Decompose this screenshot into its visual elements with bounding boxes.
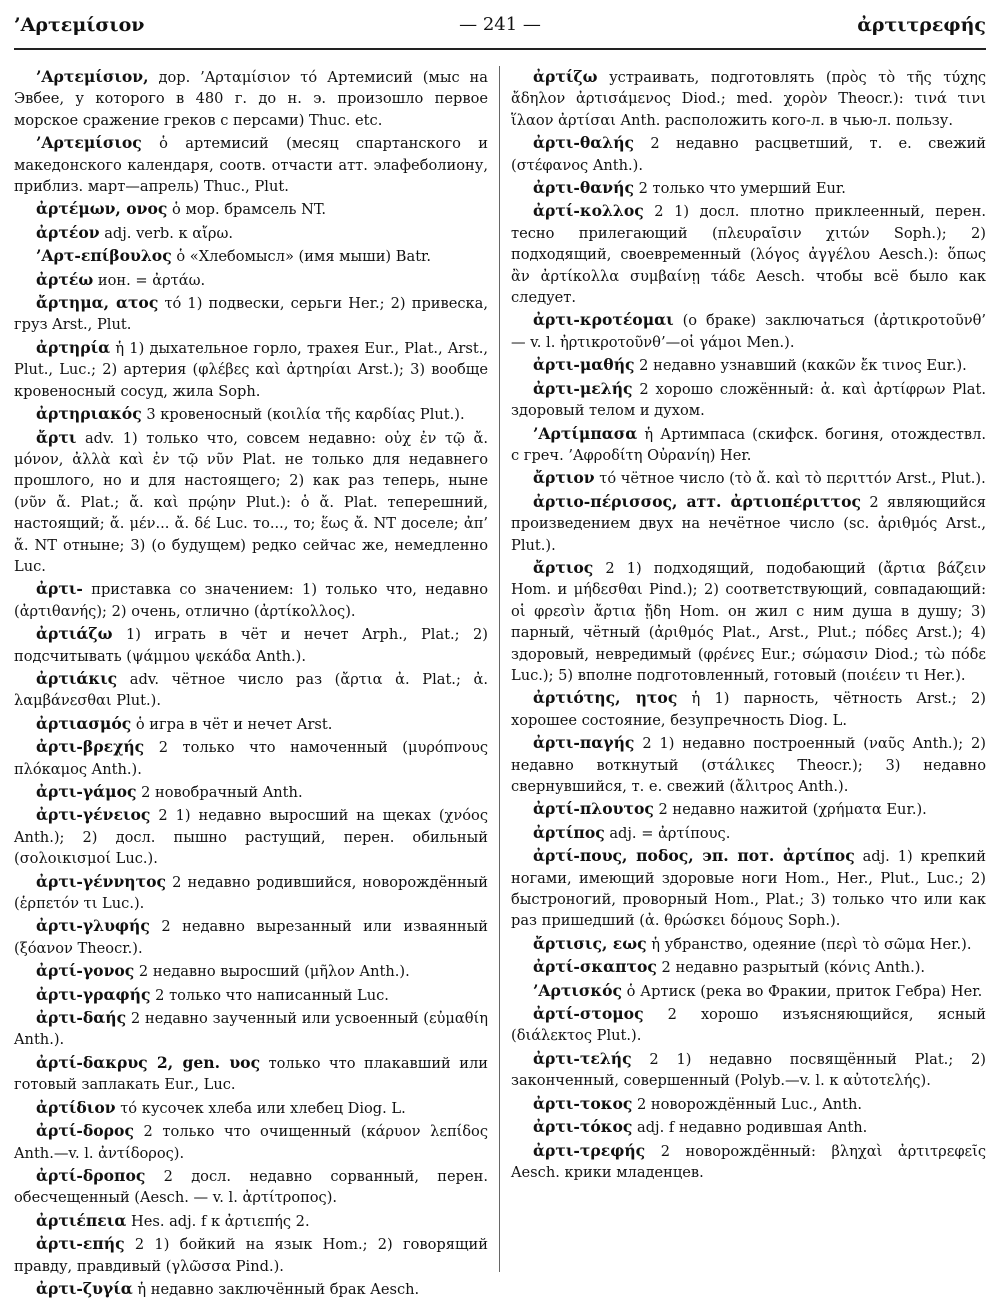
entry-definition: (о браке) заключаться (ἀρτικροτοῦνθ’ — v. l. ἠρτικροτοῦνθ’—οἱ γάμοι Men.).: [511, 312, 986, 351]
entry-definition: 2 новорождённый: βληχαὶ ἀρτιτρεφεῖς Aesch. крики младенцев.: [511, 1142, 986, 1181]
dictionary-entry: [14, 668, 488, 712]
entry-definition: ὁ «Хлебомысл» (имя мыши) Batr.: [171, 248, 432, 266]
entry-headword: ἀρτιάκις: [36, 668, 118, 688]
entry-definition: 2 хорошо сложённый: ἀ. καὶ ἀρτίφρων Plat. здоровый телом и духом.: [511, 380, 986, 420]
dictionary-entry: [14, 1210, 488, 1232]
entry-definition: ἡ Артимпаса (скифск. богиня, отождествл. с греч. ’Αφροδίτη Οὐρανίη) Her.: [511, 425, 986, 464]
entry-definition: устраивать, подготовлять (πρὸς τὸ τῆς τύχης ἄδηλον ἀρτισάμενος Diod.; med. χορὸν Theocr.): τινά τινι ἵλαον ἀρτίσαι Anth. расположить кого-л. в чью-л. пользу.: [511, 69, 986, 129]
entry-definition: ὁ игра в чёт и нечет Arst.: [131, 715, 333, 733]
entry-definition: 2 только что умерший Eur.: [633, 180, 846, 198]
dictionary-entry: [511, 732, 986, 797]
dictionary-entry: [14, 713, 488, 735]
dictionary-entry: [14, 269, 488, 291]
dictionary-entry: [14, 984, 488, 1006]
entry-headword: ἀρτι-δαής: [36, 1008, 127, 1028]
entry-headword: ἀρτι-γέννητος: [36, 871, 167, 891]
entry-headword: ἀρτί-στομος: [533, 1004, 644, 1024]
header-left-catchword: ’Αρτεμίσιον: [14, 14, 145, 36]
dictionary-entry: [511, 132, 986, 176]
left-column: [14, 66, 488, 1301]
entry-definition: ὁ Артиск (река во Фракии, приток Гебра) Her.: [622, 982, 983, 1000]
entry-definition: ἡ 1) дыхательное горло, трахея Eur., Plat., Arst., Plut., Luc.; 2) артерия (φλέβες καὶ ἀρτηρίαι Arst.); 3) вообще кровеносный сосуд, жила Soph.: [14, 339, 488, 400]
entry-definition: τό чётное число (τὸ ἄ. καὶ τὸ περιττόν Arst., Plut.).: [594, 470, 986, 488]
entry-definition: τό 1) подвески, серьги Her.; 2) привеска, груз Arst., Plut.: [14, 295, 488, 334]
entry-definition: ἡ 1) парность, чётность Arst.; 2) хорошее состояние, безупречность Diog. L.: [511, 690, 986, 729]
entry-definition: ὁ мор. брамсель NT.: [167, 201, 327, 219]
entry-headword: ἀρτιάζω: [36, 624, 113, 644]
entry-headword: ἀρτίπος: [533, 822, 605, 842]
entry-definition: τό кусочек хлеба или хлебец Diog. L.: [115, 1099, 406, 1117]
entry-definition: 2 недавно вырезанный или изваянный (ξόανον Theocr.).: [14, 918, 488, 957]
entry-definition: ὁ артемисий (месяц спартанского и македонского календаря, соотв. отчасти атт. элафеболиону, приблиз. март—апрель) Thuc., Plut.: [14, 135, 488, 196]
entry-headword: ἀρτι-κροτέομαι: [533, 310, 674, 330]
entry-definition: adv. чётное число раз (ἄρτια ἀ. Plat.; ἀ. λαμβάνεσθαι Plut.).: [14, 670, 488, 710]
entry-definition: adj. f недавно родившая Anth.: [632, 1119, 868, 1137]
dictionary-entry: [511, 1093, 986, 1115]
dictionary-entry: [511, 354, 986, 376]
page-header: [14, 14, 986, 42]
entry-headword: ἀρτίζω: [533, 67, 598, 86]
entry-definition: 2 1) подходящий, подобающий (ἄρτια βάζειν Hom. и μήδεσθαι Pind.); 2) соответствующий, совпадающий: οἱ φρεσὶν ἄρτια ᾔδη Hom. он жил с ним душа в душу; 3) парный, чётный (ἀριθμός Plat., Arst., Plut.; πόδες Arst.); 4) здоровый, невредимый (φρένες Eur.; σώμασιν Diod.; τὼ πόδε Luc.); 5) вполне подготовленный, готовый (ποιέειν τι Her.).: [511, 559, 987, 684]
entry-headword: ἀρτί-δορος: [36, 1121, 134, 1141]
entry-headword: ἄρτισις, εως: [533, 933, 647, 953]
entry-headword: ἀρτι-γλυφής: [36, 916, 150, 936]
dictionary-entry: [14, 132, 488, 197]
dictionary-entry: [511, 845, 986, 932]
entry-definition: 2 1) недавно построенный (ναῦς Anth.); 2) недавно воткнутый (στάλικες Theocr.); 3) недавно свернувшийся, т. е. свежий (ἄλιτρος Anth.).: [511, 735, 986, 795]
entry-headword: ἀρτίδιον: [36, 1097, 116, 1117]
entry-headword: ἀρτί-δακρυς 2, gen. υος: [36, 1052, 261, 1072]
entry-definition: только что плакавший или готовый заплакать Eur., Luc.: [14, 1054, 488, 1094]
entry-definition: 2 только что очищенный (κάρυον λεπίδος Anth.—v. l. ἀντίδορος).: [14, 1123, 488, 1162]
entry-headword: ἀρτηρία: [36, 337, 111, 357]
entry-headword: ἀρτι-τόκος: [533, 1117, 633, 1137]
entry-definition: 2 недавно нажитой (χρήματα Eur.).: [653, 801, 927, 819]
entry-definition: adv. 1) только что, совсем недавно: οὐχ ἐν τῷ ἄ. μόνον, ἀλλὰ καὶ ἐν τῷ νῦν Plat. не только для недавнего прошлого, но и для настоящего; 2) как раз теперь, ныне (νῦν ἄ. Plat.; ἄ. καὶ πρῴην Plut.): ὁ ἄ. Plat. теперешний, настоящий; ἄ. μέν... ἄ. δέ Luc. то..., то; ἕως ἄ. NT доселе; ἀπ’ ἄ. NT отныне; 3) (о будущем) редко сейчас же, немедленно Luc.: [14, 429, 488, 575]
header-rule: [14, 48, 986, 50]
entry-headword: ἀρτι-παγής: [533, 733, 635, 753]
entry-headword: ἀρτιασμός: [36, 713, 132, 733]
entry-headword: ἄρτιος: [533, 557, 594, 577]
entry-definition: 2 недавно родившийся, новорождённый (ἑρπετόν τι Luc.).: [14, 873, 488, 913]
entry-definition: 2 1) недавно выросший на щеках (χνόος Anth.); 2) досл. пышно растущий, перен. обильный (σολοικισμοί Luc.).: [14, 807, 488, 868]
entry-headword: ἀρτηριακός: [36, 404, 142, 424]
entry-definition: 2 недавно расцветший, т. е. свежий (στέφανος Anth.).: [511, 135, 986, 174]
entry-headword: ἀρτι-γραφής: [36, 984, 151, 1004]
entry-headword: ἀρτέον: [36, 222, 100, 242]
entry-definition: Hes. adj. f к ἀρτιεπής 2.: [126, 1212, 310, 1230]
entry-definition: adj. = ἀρτίπους.: [604, 824, 731, 842]
dictionary-entry: [511, 980, 986, 1002]
entry-definition: 2 хорошо изъясняющийся, ясный (διάλεκτος Plut.).: [511, 1006, 986, 1045]
dictionary-entry: [511, 66, 986, 131]
entry-headword: ἄρτιον: [533, 468, 595, 488]
entry-definition: 2 недавно разрытый (κόνις Anth.).: [656, 959, 926, 977]
dictionary-entry: [511, 956, 986, 978]
entry-headword: ἀρτι-τοκος: [533, 1093, 633, 1113]
dictionary-entry: [511, 1116, 986, 1138]
dictionary-entry: [511, 378, 986, 422]
dictionary-entry: [14, 871, 488, 915]
entry-headword: ’Αρτισκός: [533, 980, 623, 1000]
entry-headword: ἀρτί-σκαπτος: [533, 957, 657, 977]
column-divider: [499, 66, 500, 1272]
entry-definition: 2 только что намоченный (μυρόπνους πλόκαμος Anth.).: [14, 739, 488, 778]
entry-definition: 2 недавно узнавший (κακῶν ἔκ τινος Eur.).: [634, 357, 967, 375]
entry-headword: ἀρτέμων, ονος: [36, 199, 168, 219]
dictionary-entry: [511, 491, 986, 556]
dictionary-entry: [511, 822, 986, 844]
entry-headword: ἀρτέω: [36, 269, 94, 289]
header-right-catchword: ἀρτιτρεφής: [857, 14, 986, 36]
dictionary-entry: [14, 781, 488, 803]
entry-headword: ἀρτι-τρεφής: [533, 1140, 646, 1160]
dictionary-entry: [511, 1003, 986, 1047]
dictionary-entry: [511, 423, 986, 467]
dictionary-entry: [14, 915, 488, 959]
entry-definition: ἡ недавно заключённый брак Aesch.: [132, 1280, 420, 1298]
entry-definition: 1) играть в чёт и нечет Arph., Plat.; 2) подсчитывать (ψάμμου ψεκάδα Anth.).: [14, 626, 488, 665]
dictionary-entry: [511, 1048, 986, 1092]
entry-headword: ’Αρτ-επίβουλος: [36, 246, 172, 266]
dictionary-entry: [511, 557, 986, 686]
dictionary-entry: [14, 222, 488, 244]
dictionary-entry: [14, 1165, 488, 1209]
entry-headword: ἀρτι-επής: [36, 1234, 125, 1254]
dictionary-entry: [14, 1007, 488, 1051]
dictionary-entry: [14, 1278, 488, 1300]
dictionary-entry: [511, 309, 986, 353]
right-column: [511, 66, 986, 1184]
entry-definition: 2 новорождённый Luc., Anth.: [632, 1095, 863, 1113]
entry-headword: ’Αρτεμίσιος: [36, 133, 142, 153]
entry-headword: ἀρτιότης, ητος: [533, 688, 678, 708]
entry-headword: ἀρτί-γονος: [36, 961, 135, 981]
entry-definition: 2 являющийся произведением двух на нечётное число (sc. ἀριθμός Arst., Plut.).: [511, 493, 986, 554]
dictionary-entry: [511, 1140, 986, 1184]
entry-headword: ἄρτημα, ατος: [36, 293, 159, 313]
entry-definition: 2 недавно заученный или усвоенный (εὐμαθίη Anth.).: [14, 1010, 488, 1049]
entry-headword: ἀρτί-πους, ποδος, эп. пот. ἀρτίπος: [533, 846, 855, 866]
entry-headword: ἀρτι-βρεχής: [36, 737, 145, 757]
dictionary-entry: [14, 245, 488, 267]
entry-headword: ἀρτί-κολλος: [533, 201, 644, 221]
entry-definition: ион. = ἀρτάω.: [93, 271, 206, 289]
entry-headword: ἀρτι-μαθής: [533, 355, 635, 375]
entry-headword: ἀρτι-θαλής: [533, 133, 635, 153]
dictionary-entry: [14, 292, 488, 336]
entry-headword: ἀρτι-θανής: [533, 178, 634, 198]
entry-definition: 2 1) недавно посвящённый Plat.; 2) законченный, совершенный (Polyb.—v. l. к αὐτοτελής).: [511, 1050, 986, 1090]
entry-definition: дор. ’Αρταμίσιον τό Артемисий (мыс на Эвбее, у которого в 480 г. до н. э. произошло первое морское сражение греков с персами) Thuc. etc.: [14, 69, 488, 129]
dictionary-entry: [14, 623, 488, 667]
dictionary-entry: [14, 1120, 488, 1164]
dictionary-entry: [511, 467, 986, 489]
entry-headword: ἄρτι: [36, 427, 77, 447]
dictionary-entry: [14, 578, 488, 622]
entry-headword: ’Αρτεμίσιον,: [36, 67, 149, 86]
dictionary-entry: [14, 804, 488, 869]
dictionary-entry: [14, 403, 488, 425]
dictionary-entry: [14, 198, 488, 220]
entry-definition: ἡ убранство, одеяние (περὶ τὸ σῶμα Her.).: [646, 935, 972, 953]
dictionary-entry: [14, 337, 488, 402]
entry-headword: ἀρτιέπεια: [36, 1210, 127, 1230]
entry-definition: 2 только что написанный Luc.: [150, 986, 389, 1004]
dictionary-entry: [14, 960, 488, 982]
entry-definition: adj. verb. к αἴρω.: [99, 224, 233, 242]
dictionary-entry: [511, 933, 986, 955]
entry-headword: ἀρτι-γένειος: [36, 805, 151, 825]
entry-headword: ἀρτί-πλουτος: [533, 799, 654, 819]
page-number: — 241 —: [459, 14, 541, 35]
entry-definition: 2 новобрачный Anth.: [136, 784, 303, 801]
entry-headword: ἀρτι-τελής: [533, 1048, 632, 1068]
entry-definition: 2 недавно выросший (μῆλον Anth.).: [134, 963, 410, 981]
entry-headword: ἀρτι-μελής: [533, 378, 633, 398]
dictionary-entry: [511, 177, 986, 199]
dictionary-entry: [14, 66, 488, 131]
entry-headword: ’Αρτίμπασα: [533, 423, 638, 443]
entry-headword: ἀρτι-: [36, 579, 83, 599]
dictionary-entry: [14, 427, 488, 578]
entry-definition: 2 1) бойкий на язык Hom.; 2) говорящий правду, правдивый (γλῶσσα Pind.).: [14, 1236, 488, 1275]
dictionary-entry: [511, 200, 986, 308]
entry-headword: ἀρτι-γάμος: [36, 782, 137, 801]
dictionary-entry: [14, 1097, 488, 1119]
dictionary-entry: [511, 687, 986, 731]
dictionary-entry: [14, 1052, 488, 1096]
entry-definition: 2 1) досл. плотно приклеенный, перен. тесно прилегающий (πλευραῖσιν χιτών Soph.); 2) подходящий, своевременный (λόγος ἀγγέλου Aesch.): ὅπως ἂν ἀρτίκολλα συμβαίνῃ τάδε Aesch. чтобы всё было как следует.: [511, 203, 986, 307]
entry-definition: 2 досл. недавно сорванный, перен. обесчещенный (Aesch. — v. l. ἀρτίτροπος).: [14, 1167, 488, 1207]
entry-definition: adj. 1) крепкий ногами, имеющий здоровые ноги Hom., Her., Plut., Luc.; 2) быстроногий, проворный Hom., Plat.; 3) только что или как раз пришедший (ἀ. θρώσκει δόμους Soph.).: [511, 848, 986, 930]
entry-headword: ἀρτί-δροπος: [36, 1165, 146, 1185]
dictionary-entry: [511, 798, 986, 820]
entry-definition: приставка со значением: 1) только что, недавно (ἀρτιθανής); 2) очень, отлично (ἀρτίκολλος).: [14, 581, 488, 620]
entry-definition: 3 кровеносный (κοιλία τῆς καρδίας Plut.).: [141, 406, 465, 424]
entry-headword: ἀρτιο-πέρισσος, атт. ἀρτιοπέριττος: [533, 491, 862, 511]
dictionary-entry: [14, 736, 488, 780]
entry-headword: ἀρτι-ζυγία: [36, 1278, 133, 1298]
dictionary-entry: [14, 1233, 488, 1277]
